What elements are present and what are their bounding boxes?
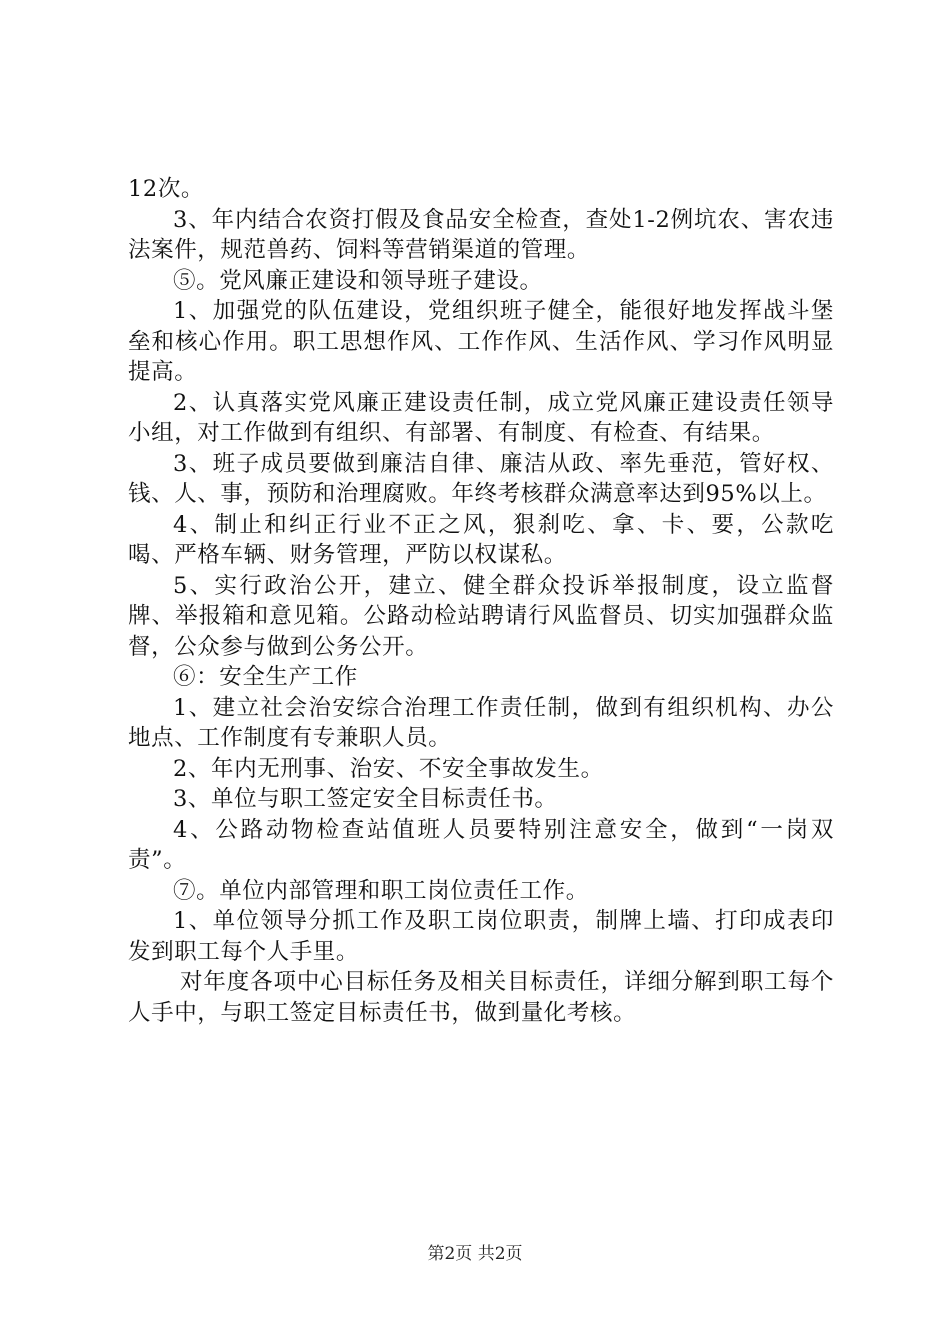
paragraph-2: 3、年内结合农资打假及食品安全检查，查处1-2例坑农、害农违法案件，规范兽药、饲料等营销渠道的管理。 <box>128 206 834 263</box>
paragraph-12: 3、单位与职工签定安全目标责任书。 <box>173 786 558 812</box>
paragraph-1: 12次。 <box>128 176 205 202</box>
page-number-footer: 第2页 共2页 <box>427 1244 523 1264</box>
paragraph-16: 对年度各项中心目标任务及相关目标责任，详细分解到职工每个人手中，与职工签定目标责任书，做到量化考核。 <box>128 969 834 1026</box>
section-heading-5: ⑤。党风廉正建设和领导班子建设。 <box>173 267 543 294</box>
document-body <box>128 174 834 1028</box>
paragraph-5: 2、认真落实党风廉正建设责任制，成立党风廉正建设责任领导小组，对工作做到有组织、有部署、有制度、有检查、有结果。 <box>128 389 834 446</box>
paragraph-13: 4、公路动物检查站值班人员要特别注意安全，做到“一岗双责”。 <box>128 816 834 873</box>
paragraph-8: 5、实行政治公开，建立、健全群众投诉举报制度，设立监督牌、举报箱和意见箱。公路动检站聘请行风监督员、切实加强群众监督，公众参与做到公务公开。 <box>128 572 834 660</box>
section-heading-6: ⑥：安全生产工作 <box>173 664 358 690</box>
paragraph-15: 1、单位领导分抓工作及职工岗位职责，制牌上墙、打印成表印发到职工每个人手里。 <box>128 908 834 965</box>
paragraph-7: 4、制止和纠正行业不正之风，狠刹吃、拿、卡、要，公款吃喝、严格车辆、财务管理，严防以权谋私。 <box>128 511 834 568</box>
section-heading-7: ⑦。单位内部管理和职工岗位责任工作。 <box>173 877 589 904</box>
paragraph-10: 1、建立社会治安综合治理工作责任制，做到有组织机构、办公地点、工作制度有专兼职人员。 <box>128 694 834 751</box>
paragraph-11: 2、年内无刑事、治安、不安全事故发生。 <box>173 755 604 782</box>
paragraph-4: 1、加强党的队伍建设，党组织班子健全，能很好地发挥战斗堡垒和核心作用。职工思想作风、工作作风、生活作风、学习作风明显提高。 <box>128 298 834 385</box>
paragraph-6: 3、班子成员要做到廉洁自律、廉洁从政、率先垂范，管好权、钱、人、事，预防和治理腐败。年终考核群众满意率达到95%以上。 <box>128 450 834 507</box>
